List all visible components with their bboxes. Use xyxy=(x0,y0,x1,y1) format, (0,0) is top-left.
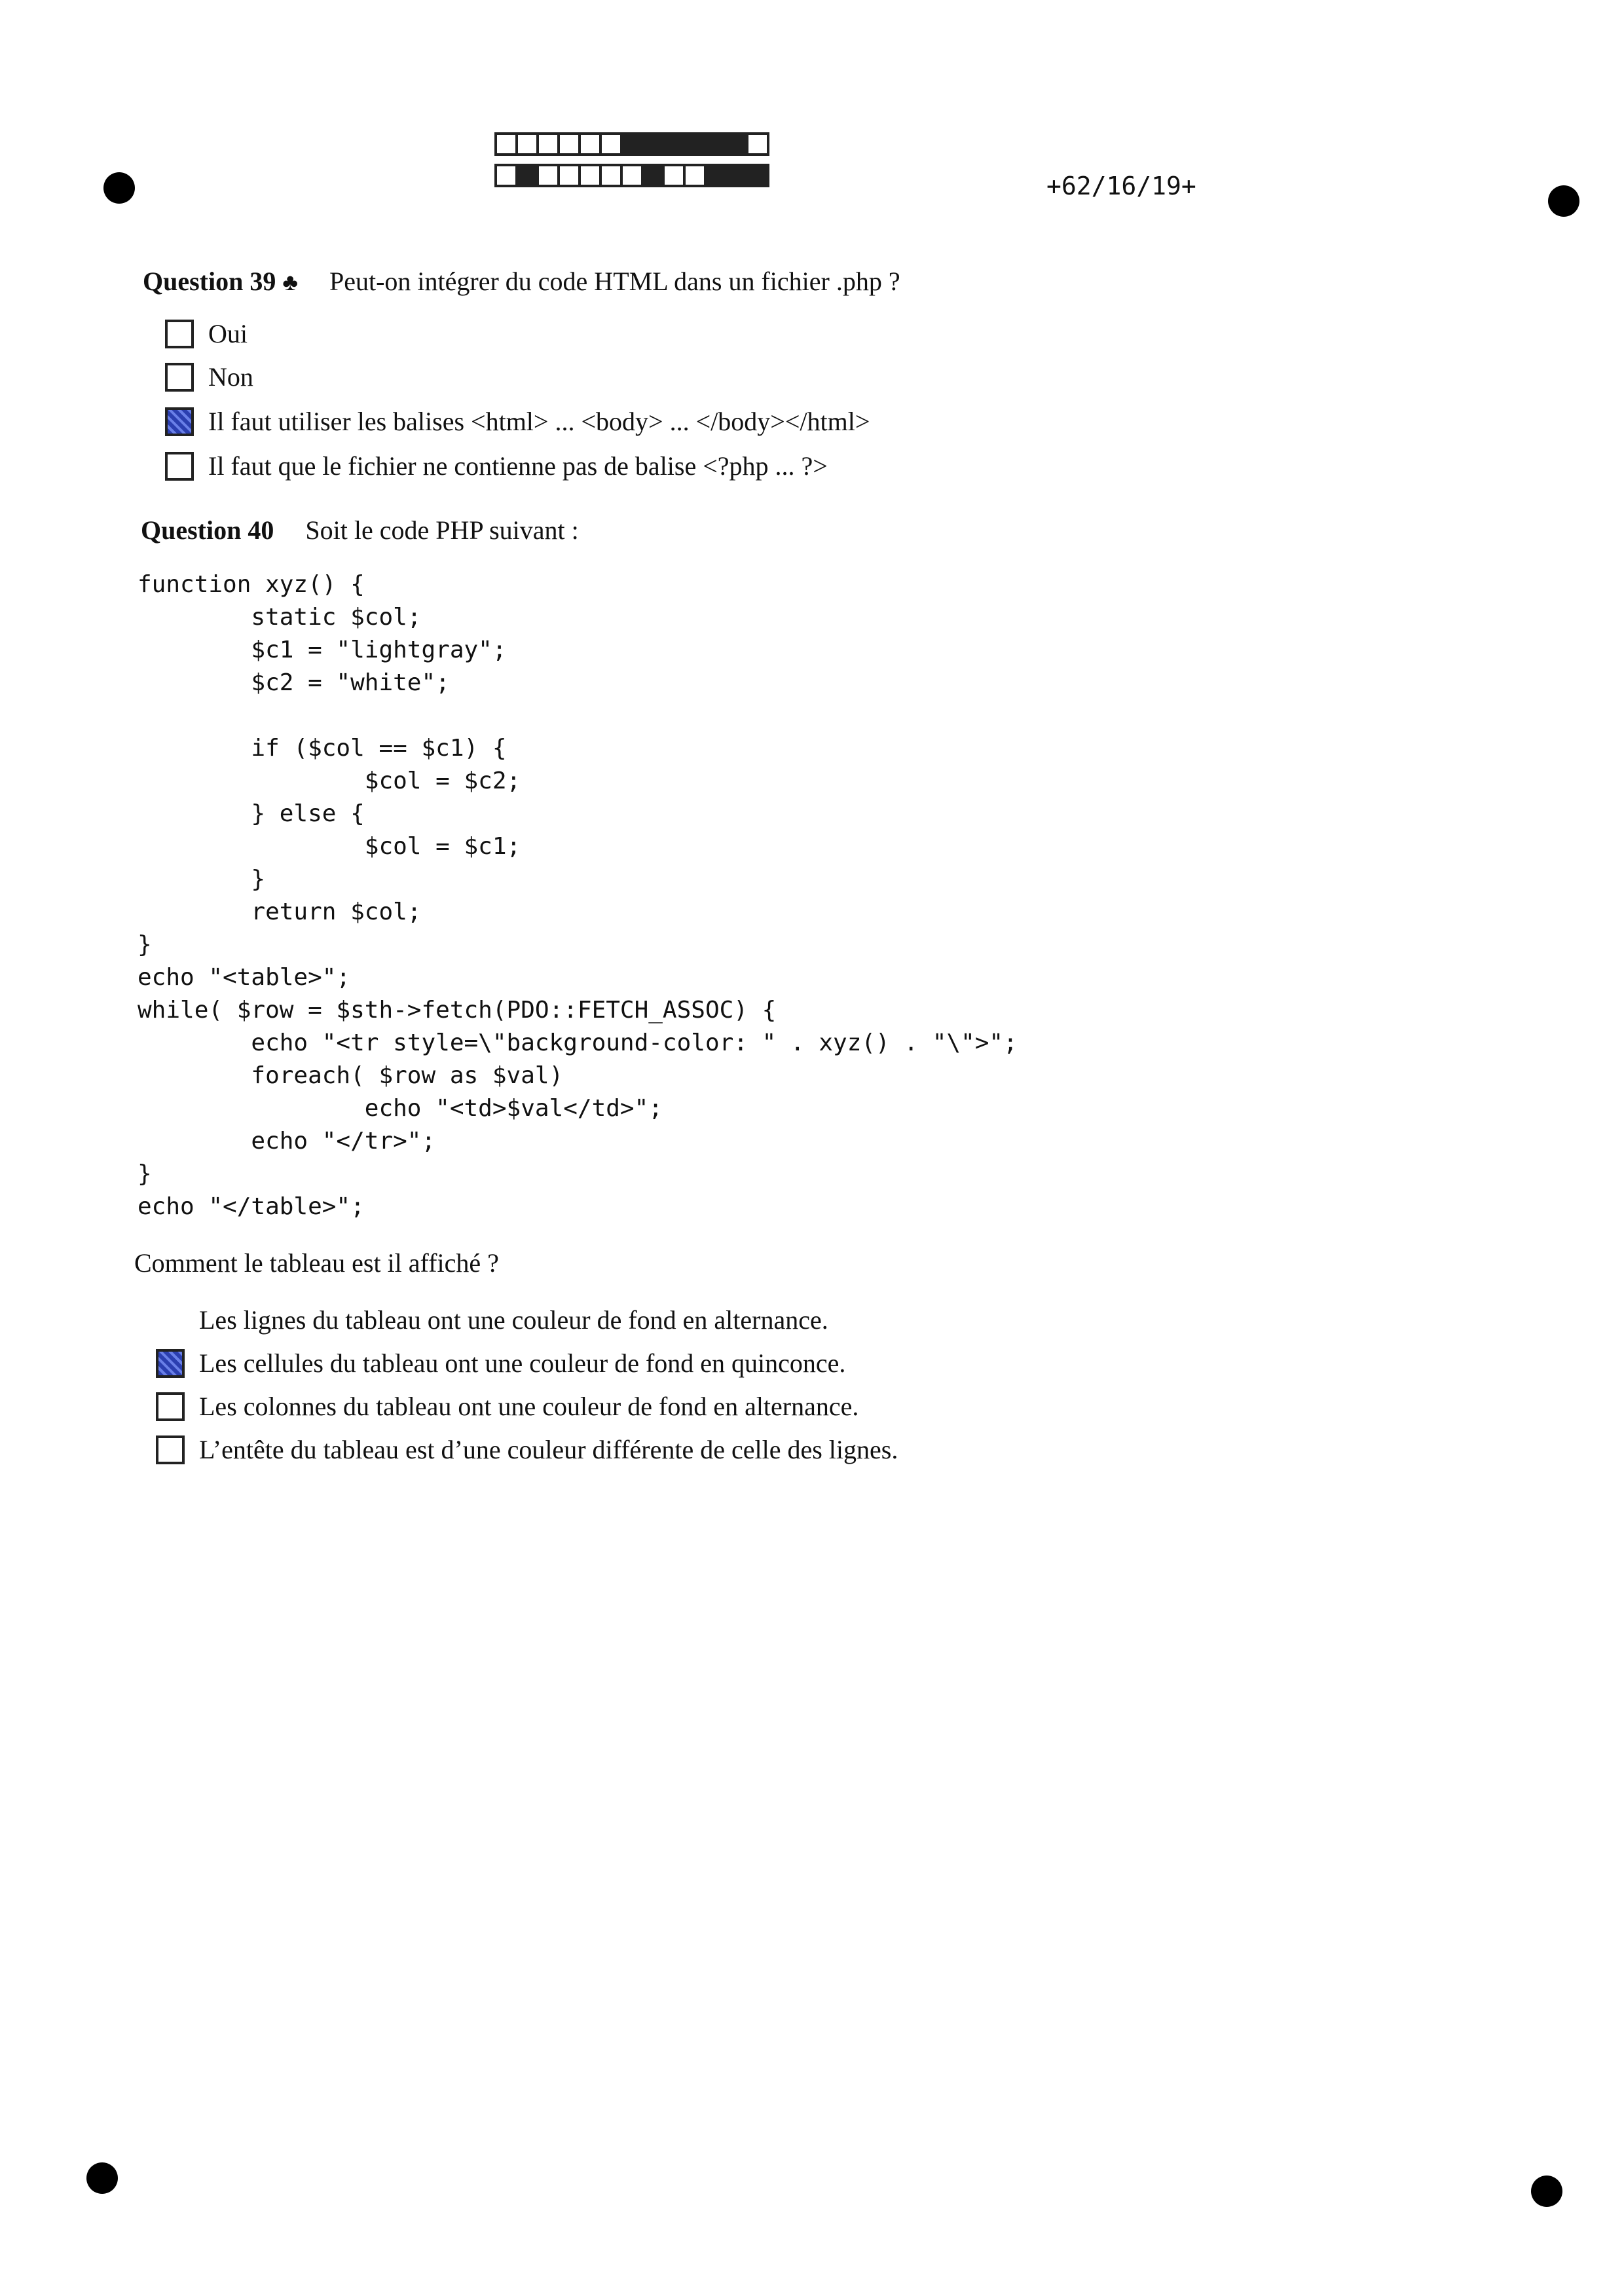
club-icon: ♣ xyxy=(282,269,298,295)
option-label: Les colonnes du tableau ont une couleur de fond en alternance. xyxy=(199,1392,859,1421)
option-label: Les lignes du tableau ont une couleur de fond en alternance. xyxy=(199,1305,828,1335)
corner-dot-top-left xyxy=(103,172,135,204)
question-40-label: Question 40 xyxy=(141,515,274,545)
question-39-header xyxy=(143,266,900,297)
checkbox[interactable] xyxy=(165,363,194,392)
checkbox-checked[interactable] xyxy=(156,1349,185,1378)
q40-option-2[interactable] xyxy=(156,1348,845,1379)
option-label: Les cellules du tableau ont une couleur de fond en quinconce. xyxy=(199,1348,846,1378)
q40-option-4[interactable] xyxy=(156,1434,898,1465)
q39-option-2[interactable] xyxy=(165,361,253,392)
question-39-text: Peut-on intégrer du code HTML dans un fichier .php ? xyxy=(329,267,900,296)
checkbox-checked[interactable] xyxy=(165,407,194,436)
checkbox[interactable] xyxy=(156,1435,185,1464)
q39-option-1[interactable] xyxy=(165,318,248,349)
q40-option-1[interactable] xyxy=(156,1305,828,1335)
option-label: L’entête du tableau est d’une couleur différente de celle des lignes. xyxy=(199,1435,898,1464)
barcode-row-2 xyxy=(494,164,767,187)
corner-dot-bottom-left xyxy=(86,2162,118,2194)
barcode-row-1 xyxy=(494,132,767,156)
q40-option-3[interactable] xyxy=(156,1391,858,1422)
question-40-text: Soit le code PHP suivant : xyxy=(305,515,579,545)
option-label: Non xyxy=(208,362,253,392)
php-code-block: function xyz() { static $col; $c1 = "lightgray"; $c2 = "white"; if ($col == $c1) { $col = $c2; } else { $col = $c1; } return $col; } echo "<table>"; while( $row = $sth->fetch(PDO::FETCH_ASSOC) { echo "<tr style=\"background-color: " . xyz() . "\">"; foreach( $row as $val) echo "<td>$val</td>"; echo "</tr>"; } echo "</table>"; xyxy=(138,571,1018,1220)
checkbox[interactable] xyxy=(165,452,194,481)
corner-dot-bottom-right xyxy=(1531,2176,1562,2207)
checkbox[interactable] xyxy=(165,320,194,348)
question-40-header xyxy=(141,515,579,546)
option-label: Il faut que le fichier ne contienne pas de balise <?php ... ?> xyxy=(208,451,828,481)
question-40-prompt: Comment le tableau est il affiché ? xyxy=(134,1248,499,1278)
checkbox[interactable] xyxy=(156,1392,185,1421)
option-label: Il faut utiliser les balises <html> ... <body> ... </body></html> xyxy=(208,407,870,436)
corner-dot-top-right xyxy=(1548,185,1579,217)
q39-option-3[interactable] xyxy=(165,406,870,437)
page-id: +62/16/19+ xyxy=(1046,172,1196,200)
q39-option-4[interactable] xyxy=(165,451,828,481)
option-label: Oui xyxy=(208,319,248,348)
question-39-label: Question 39 xyxy=(143,267,276,296)
